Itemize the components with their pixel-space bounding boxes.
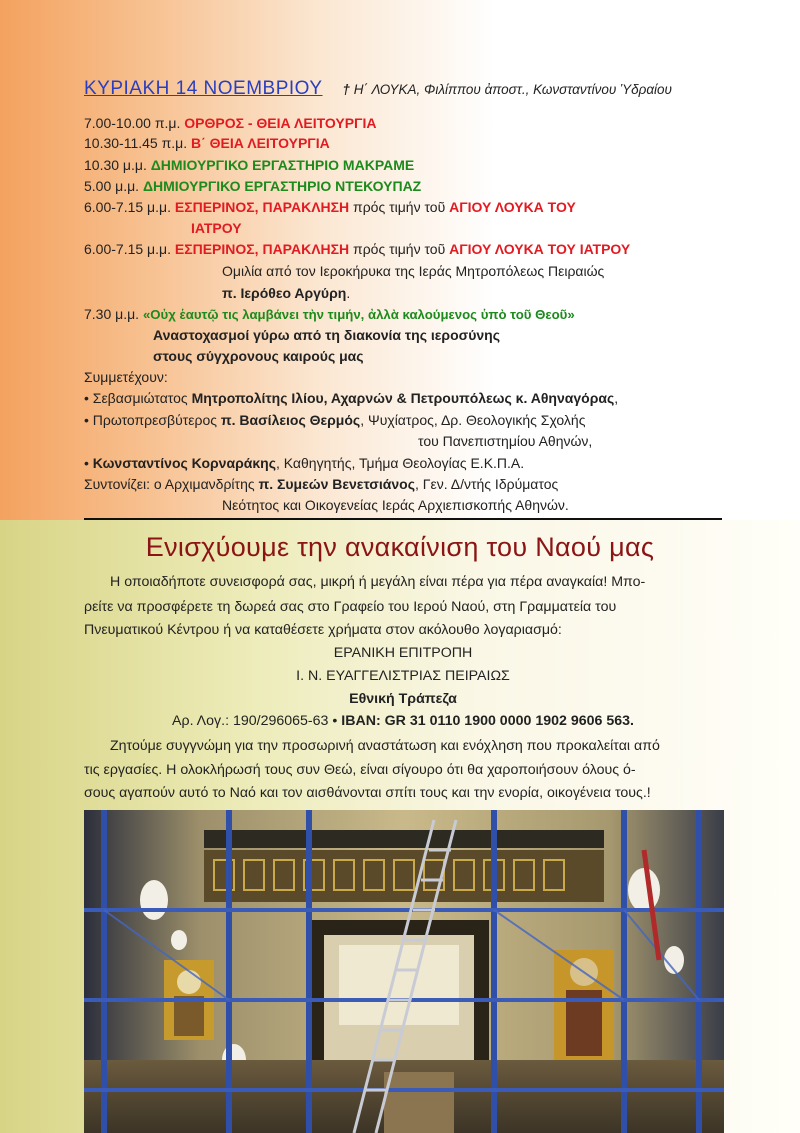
item-time: 10.30-11.45 π.μ. [84, 135, 188, 151]
renovation-para1-line2: ρείτε να προσφέρετε τη δωρεά σας στο Γραφείο του Ιερού Ναού, στη Γραμματεία του [84, 599, 617, 615]
item-time: 5.00 μ.μ. [84, 178, 140, 194]
participant-3 [84, 454, 524, 472]
item-mid: πρός τιμήν τοῦ [353, 199, 446, 215]
renovation-para1-line1: Η οποιαδήποτε συνεισφορά σας, μικρή ή μεγάλη είναι πέρα για πέρα αναγκαία! Μπο- [110, 574, 646, 590]
renovation-para2-line1: Ζητούμε συγγνώμη για την προσωρινή αναστάτωση και ενόχληση που προκαλείται από [110, 738, 660, 754]
item-mid: πρός τιμήν τοῦ [353, 241, 446, 257]
renovation-para2-line3: σους αγαπούν αυτό το Ναό και τον αισθάνονται σπίτι τους και την ενορία, οικογένεια τους.! [84, 785, 651, 801]
item-title: Β΄ ΘΕΙΑ ΛΕΙΤΟΥΡΓΙΑ [190, 135, 330, 151]
participant-suffix: , Ψυχίατρος, Δρ. Θεολογικής Σχολής [360, 412, 586, 428]
vespers-item-1 [84, 198, 576, 216]
participant-name: Μητροπολίτης Ιλίου, Αχαρνών & Πετρουπόλεως κ. Αθηναγόρας [191, 390, 615, 406]
account-number: Αρ. Λογ.: 190/296065-63 • [172, 713, 338, 729]
church-interior-scaffolding-photo [84, 810, 724, 1133]
participant-2 [84, 411, 585, 429]
coordinator-name: π. Συμεών Βενετσιάνος [258, 476, 415, 492]
renovation-para2-line2: τις εργασίες. Η ολοκλήρωσή τους συν Θεώ, είναι σίγουρο ότι θα χαροποιήσουν όλους ό- [84, 762, 636, 778]
item-time: 7.00-10.00 π.μ. [84, 115, 181, 131]
participant-name: π. Βασίλειος Θερμός [220, 412, 361, 428]
item-time: 6.00-7.15 μ.μ. [84, 199, 171, 215]
iban: IBAN: GR 31 0110 1900 0000 1902 9606 563. [341, 713, 634, 729]
talk-item [84, 305, 575, 324]
schedule-item [84, 156, 414, 174]
photo-illustration [84, 810, 724, 1133]
bank-name: Εθνική Τράπεζα [349, 691, 457, 707]
section-divider [84, 518, 722, 520]
feast-of-day [342, 82, 672, 97]
item-title: ΔΗΜΙΟΥΡΓΙΚΟ ΕΡΓΑΣΤΗΡΙΟ ΜΑΚΡΑΜΕ [150, 157, 415, 173]
item-title: ΕΣΠΕΡΙΝΟΣ, ΠΑΡΑΚΛΗΣΗ [174, 199, 350, 215]
schedule-item [84, 114, 376, 132]
vespers-item-2 [84, 240, 630, 258]
church-name: Ι. Ν. ΕΥΑΓΓΕΛΙΣΤΡΙΑΣ ΠΕΙΡΑΙΩΣ [296, 668, 510, 684]
talk-subtitle-2: στους σύγχρονους καιρούς μας [153, 348, 364, 364]
item-title: ΕΣΠΕΡΙΝΟΣ, ΠΑΡΑΚΛΗΣΗ [174, 241, 350, 257]
renovation-para1-line3: Πνευματικού Κέντρου ή να καταθέσετε χρήματα στον ακόλουθο λογαριασμό: [84, 622, 562, 638]
participant-prefix: • Πρωτοπρεσβύτερος [84, 412, 221, 428]
account-line [84, 711, 722, 732]
coordinator-suffix: , Γεν. Δ/ντής Ιδρύματος [415, 476, 559, 492]
item-time: 7.30 μ.μ. [84, 306, 140, 322]
item-time: 6.00-7.15 μ.μ. [84, 241, 171, 257]
talk-quote: «Οὐχ ἑαυτῷ τις λαμβάνει τὴν τιμήν, ἀλλὰ καλούμενος ὑπὸ τοῦ Θεοῦ» [142, 307, 575, 322]
schedule-item [84, 177, 421, 195]
participants-label: Συμμετέχουν: [84, 369, 168, 385]
participant-name: Κωνσταντίνος Κορναράκης [92, 455, 276, 471]
participant-prefix: • [84, 455, 93, 471]
item-title: ΟΡΘΡΟΣ - ΘΕΙΑ ΛΕΙΤΟΥΡΓΙΑ [184, 115, 377, 131]
date-heading: ΚΥΡΙΑΚΗ 14 ΝΟΕΜΒΡΙΟΥ [84, 78, 323, 99]
talk-subtitle-1: Αναστοχασμοί γύρω από τη διακονία της ιεροσύνης [153, 327, 500, 343]
coordinator [84, 475, 558, 493]
committee-name: ΕΡΑΝΙΚΗ ΕΠΙΤΡΟΠΗ [333, 645, 473, 661]
saint-name: ΑΓΙΟΥ ΛΟΥΚΑ ΤΟΥ ΙΑΤΡΟΥ [449, 241, 631, 257]
date-header-row [84, 80, 672, 99]
coordinator-cont: Νεότητος και Οικογενείας Ιεράς Αρχιεπισκοπής Αθηνών. [222, 497, 569, 513]
homily-line: Ομιλία από τον Ιεροκήρυκα της Ιεράς Μητροπόλεως Πειραιώς [222, 263, 605, 279]
participant-2-cont: του Πανεπιστημίου Αθηνών, [418, 433, 593, 449]
saint-name-cont: ΙΑΤΡΟΥ [191, 220, 242, 236]
renovation-title: Ενισχύουμε την ανακαίνιση του Ναού μας [145, 532, 655, 562]
speaker-end: . [346, 285, 351, 301]
item-title: ΔΗΜΙΟΥΡΓΙΚΟ ΕΡΓΑΣΤΗΡΙΟ ΝΤΕΚΟΥΠΑΖ [142, 178, 422, 194]
coordinator-prefix: Συντονίζει: ο Αρχιμανδρίτης [84, 476, 259, 492]
participant-prefix: • Σεβασμιώτατος [84, 390, 192, 406]
item-time: 10.30 μ.μ. [84, 157, 147, 173]
feast-text: Η΄ ΛΟΥΚΑ, Φιλίππου ἀποστ., Κωνσταντίνου Ὑδραίου [353, 82, 672, 97]
participant-1 [84, 389, 618, 407]
speaker-line [222, 284, 350, 302]
saint-name: ΑΓΙΟΥ ΛΟΥΚΑ ΤΟΥ [449, 199, 576, 215]
participant-suffix: , [614, 390, 619, 406]
schedule-item [84, 134, 330, 152]
cross-symbol: † [342, 82, 350, 97]
participant-suffix: , Καθηγητής, Τμήμα Θεολογίας Ε.Κ.Π.Α. [275, 455, 525, 471]
speaker-name: π. Ιερόθεο Αργύρη [222, 285, 347, 301]
